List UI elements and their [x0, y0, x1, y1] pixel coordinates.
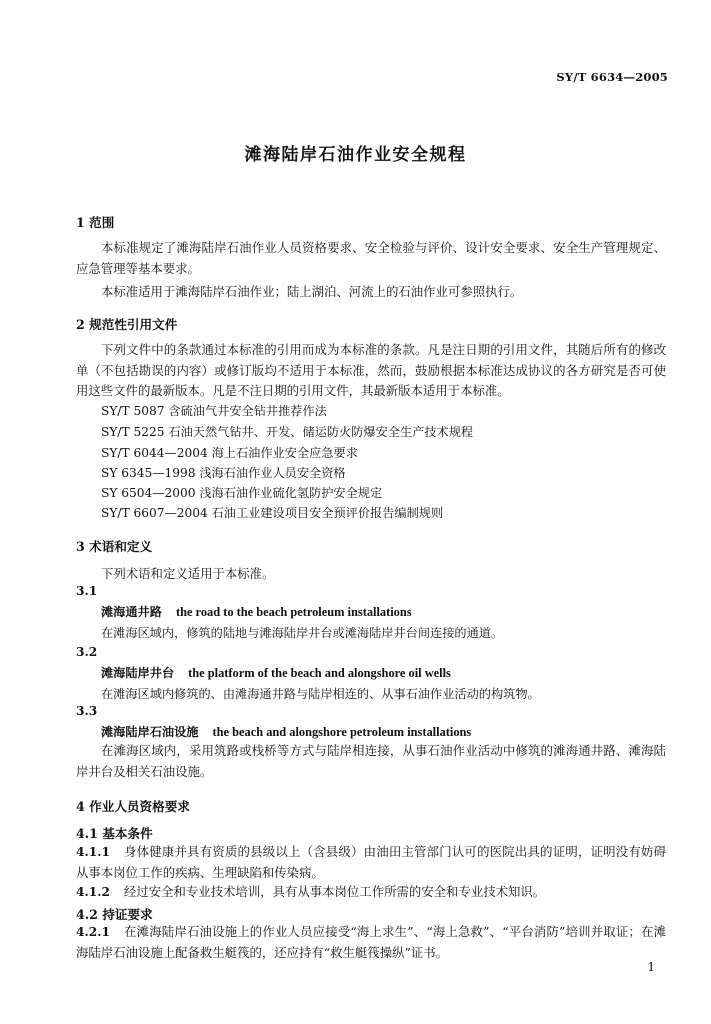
term-title — [101, 723, 471, 740]
term-en: the road to the beach petroleum installations — [175, 605, 412, 619]
reference-item: SY/T 6044—2004 海上石油作业安全应急要求 — [101, 446, 358, 460]
terms-intro: 下列术语和定义适用于本标准。 — [101, 566, 275, 581]
scope-paragraph-1: 本标准规定了滩海陆岸石油作业人员资格要求、安全检验与评价、设计安全要求、安全生产管理规定、应急管理等基本要求。 — [76, 240, 666, 276]
clause-4-1-1 — [76, 842, 666, 883]
reference-item: SY/T 5225 石油天然气钻井、开发、储运防火防爆安全生产技术规程 — [101, 425, 474, 439]
term-number: 3.2 — [76, 645, 98, 659]
term-definition: 在滩海区域内修筑的、由滩海通井路与陆岸相连的、从事石油作业活动的构筑物。 — [101, 687, 540, 701]
clause-text: 在滩海陆岸石油设施上的作业人员应接受“海上求生”、“海上急救”、“平台消防”培训并取证；在滩海陆岸石油设施上配备救生艇筏的，还应持有“救生艇筏操纵”证书。 — [76, 924, 666, 960]
reference-item: SY 6504—2000 浅海石油作业硫化氢防护安全规定 — [101, 486, 383, 500]
document-title: 滩海陆岸石油作业安全规程 — [244, 145, 467, 165]
page-number: 1 — [647, 960, 655, 974]
reference-item: SY/T 5087 含硫油气井安全钻井推荐作法 — [101, 404, 327, 418]
term-number: 3.3 — [76, 704, 98, 718]
section-heading-qualification: 4 作业人员资格要求 — [76, 799, 190, 814]
term-definition: 在滩海区域内，采用筑路或栈桥等方式与陆岸相连接，从事石油作业活动中修筑的滩海通井路、滩海陆岸井台及相关石油设施。 — [76, 743, 666, 779]
term-en: the beach and alongshore petroleum installations — [212, 725, 472, 739]
term-title — [101, 603, 412, 620]
clause-number: 4.2.1 — [76, 925, 110, 939]
standard-number: SY/T 6634—2005 — [556, 70, 668, 84]
term-zh: 滩海通井路 — [101, 605, 162, 619]
term-definition: 在滩海区域内，修筑的陆地与滩海陆岸井台或滩海陆岸井台间连接的通道。 — [101, 626, 504, 640]
subsection-heading-basic-conditions: 4.1 基本条件 — [76, 826, 153, 841]
term-en: the platform of the beach and alongshore oil wells — [188, 666, 451, 680]
references-paragraph: 下列文件中的条款通过本标准的引用而成为本标准的条款。凡是注日期的引用文件，其随后所有的修改单（不包括勘误的内容）或修订版均不适用于本标准，然而，鼓励根据本标准达成协议的各方研究是否可使用这些文件的最新版本。凡是不注日期的引用文件，其最新版本适用于本标准。 — [76, 342, 666, 398]
clause-text: 身体健康并具有资质的县级以上（含县级）由油田主管部门认可的医院出具的证明，证明没有妨碍从事本岗位工作的疾病、生理缺陷和传染病。 — [76, 844, 666, 880]
term-title — [101, 664, 451, 681]
subsection-heading-certification: 4.2 持证要求 — [76, 907, 153, 922]
clause-4-2-1 — [76, 922, 666, 963]
section-heading-terms: 3 术语和定义 — [76, 539, 153, 554]
term-zh: 滩海陆岸石油设施 — [101, 725, 199, 739]
term-number: 3.1 — [76, 584, 98, 598]
clause-number: 4.1.2 — [76, 885, 110, 899]
clause-number: 4.1.1 — [76, 845, 110, 859]
scope-paragraph-2: 本标准适用于滩海陆岸石油作业；陆上湖泊、河流上的石油作业可参照执行。 — [101, 284, 523, 299]
term-zh: 滩海陆岸井台 — [101, 666, 175, 680]
reference-item: SY 6345—1998 浅海石油作业人员安全资格 — [101, 466, 346, 480]
clause-text: 经过安全和专业技术培训，具有从事本岗位工作所需的安全和专业技术知识。 — [123, 884, 546, 899]
section-heading-scope: 1 范围 — [76, 215, 115, 230]
clause-4-1-2 — [76, 882, 666, 903]
reference-item: SY/T 6607—2004 石油工业建设项目安全预评价报告编制规则 — [101, 506, 444, 520]
section-heading-normative-references: 2 规范性引用文件 — [76, 317, 178, 332]
